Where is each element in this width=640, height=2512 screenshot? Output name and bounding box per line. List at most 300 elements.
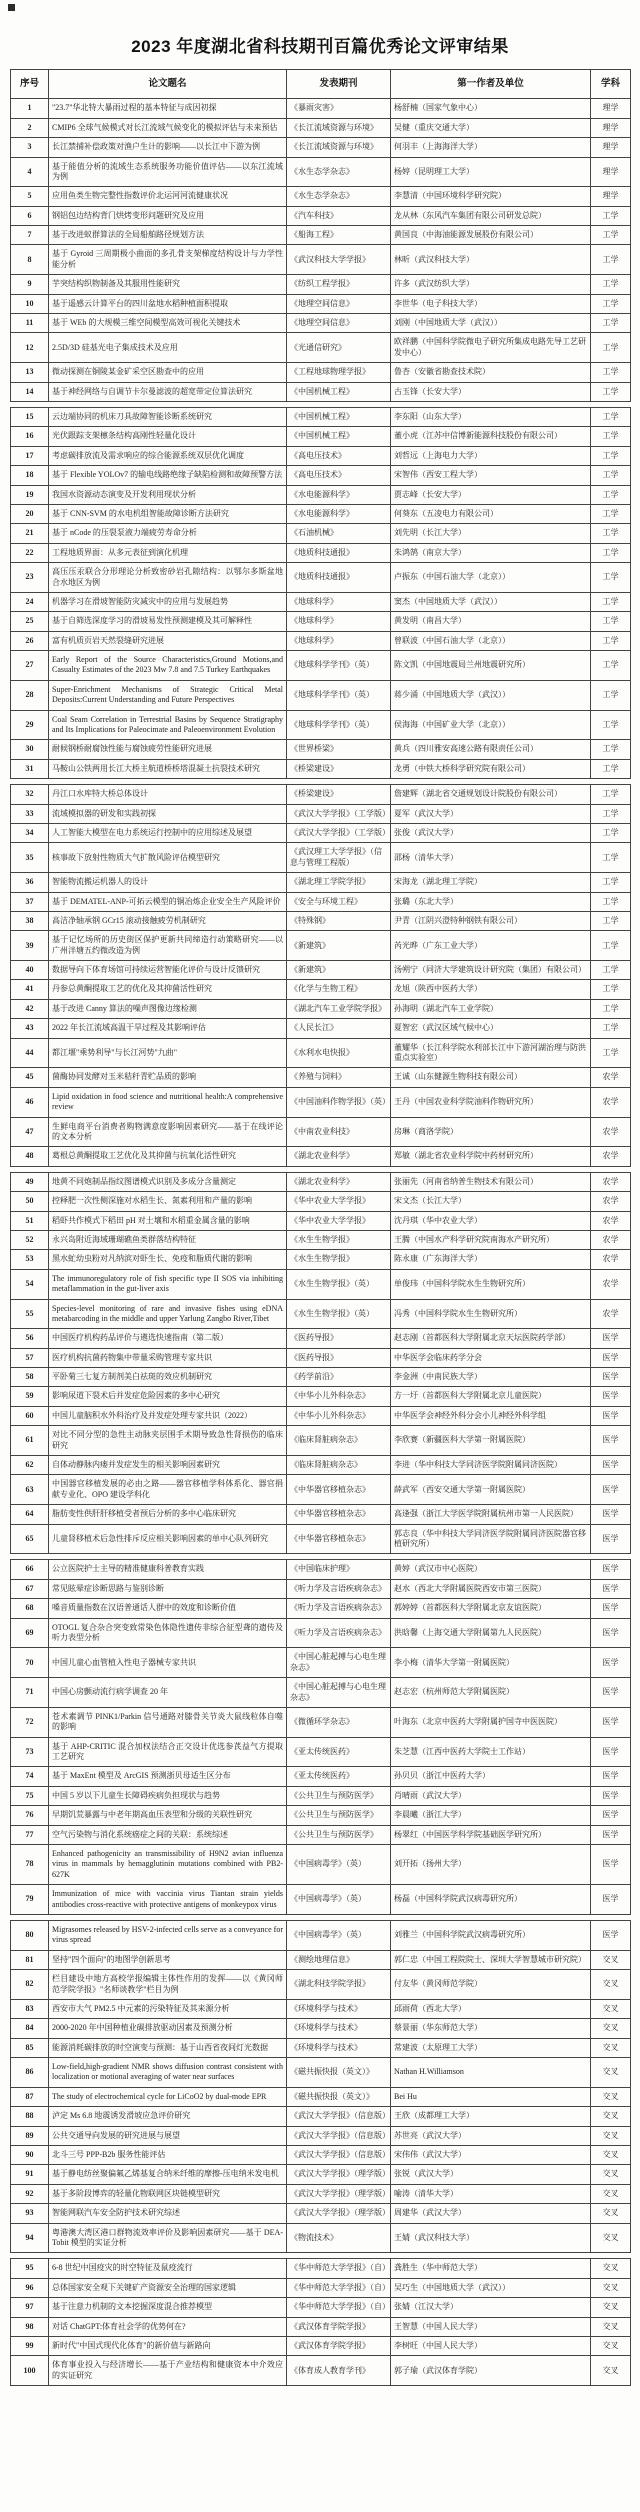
cell-author-affiliation: 杨舒楠（国家气象中心） — [391, 99, 591, 118]
cell-journal: 《临床肾脏病杂志》 — [287, 1456, 391, 1475]
table-row — [11, 1707, 631, 1737]
cell-paper-title: 中国 5 岁以下儿童生长障碍疾病负担现状与趋势 — [49, 1786, 287, 1805]
cell-journal: 《水生态学杂志》 — [287, 187, 391, 206]
cell-index: 53 — [11, 1250, 49, 1269]
cell-author-affiliation: 古玉锋（长安大学） — [391, 382, 591, 401]
cell-author-affiliation: 王诚（山东健源生物科技有限公司） — [391, 1068, 591, 1087]
cell-author-affiliation: 王欣（成都理工大学） — [391, 2107, 591, 2126]
cell-journal: 《中华器官移植杂志》 — [287, 1524, 391, 1554]
cell-paper-title: 生鲜电商平台消费者购物满意度影响因素研究——基于在线评论的文本分析 — [49, 1117, 287, 1147]
cell-paper-title: The immunoregulatory role of fish specific type II SOS via inhibiting metaflammation in the gut-liver axis — [49, 1269, 287, 1299]
cell-field: 农学 — [591, 1230, 631, 1249]
cell-paper-title: 影响尿道下裂术后并发症危险因素的多中心研究 — [49, 1387, 287, 1406]
cell-author-affiliation: 赵志宏（杭州师范大学附属医院） — [391, 1678, 591, 1708]
cell-index: 31 — [11, 759, 49, 778]
cell-index: 46 — [11, 1087, 49, 1117]
cell-author-affiliation: 陈永康（广东海洋大学） — [391, 1250, 591, 1269]
table-row — [11, 1579, 631, 1598]
col-header-author: 第一作者及单位 — [391, 70, 591, 99]
cell-author-affiliation: 杨磊（中国科学院武汉病毒研究所） — [391, 1885, 591, 1915]
cell-index: 39 — [11, 931, 49, 961]
cell-journal: 《医药导报》 — [287, 1329, 391, 1348]
table-row — [11, 1211, 631, 1230]
cell-paper-title: OTOGL 复合杂合突变致常染色体隐性遗传非综合征型聋的遗传及听力表型分析 — [49, 1618, 287, 1648]
cell-paper-title: 基于 Flexible YOLOv7 的输电线路绝缘子缺陷检测和故障预警方法 — [49, 466, 287, 485]
table-row — [11, 1019, 631, 1038]
cell-author-affiliation: 王腾（中国水产科学研究院南海水产研究所） — [391, 1230, 591, 1249]
cell-paper-title: 马鞍山公铁两用长江大桥主航道桥桥塔混凝土抗裂技术研究 — [49, 759, 287, 778]
cell-index: 55 — [11, 1299, 49, 1329]
cell-paper-title: The study of electrochemical cycle for LiCoO2 by dual-mode EPR — [49, 2087, 287, 2106]
cell-paper-title: 基于 AHP-CRITIC 混合加权法结合正交设计优选参芪益气方提取工艺研究 — [49, 1737, 287, 1767]
cell-index: 42 — [11, 999, 49, 1018]
table-row — [11, 1475, 631, 1505]
cell-author-affiliation: 欧祥鹏（中国科学院微电子研究所集成电路先导工艺研发中心） — [391, 333, 591, 363]
cell-journal: 《地球科学学刊》（英） — [287, 680, 391, 710]
cell-author-affiliation: 苏世亮（武汉大学） — [391, 2126, 591, 2145]
cell-index: 22 — [11, 543, 49, 562]
cell-field: 医学 — [591, 1426, 631, 1456]
cell-index: 50 — [11, 1192, 49, 1211]
cell-index: 79 — [11, 1885, 49, 1915]
table-row — [11, 1678, 631, 1708]
col-header-index: 序号 — [11, 70, 49, 99]
col-header-field: 学科 — [591, 70, 631, 99]
cell-journal: 《人民长江》 — [287, 1019, 391, 1038]
cell-field: 医学 — [591, 1806, 631, 1825]
table-row — [11, 1767, 631, 1786]
table-row — [11, 2223, 631, 2253]
cell-author-affiliation: 宋伟伟（武汉大学） — [391, 2146, 591, 2165]
cell-journal: 《武汉体育学院学报》 — [287, 2317, 391, 2336]
table-row — [11, 1068, 631, 1087]
cell-journal: 《光通信研究》 — [287, 333, 391, 363]
cell-paper-title: 中国儿童脑积水外科治疗及并发症处理专家共识（2022） — [49, 1406, 287, 1425]
table-row — [11, 2317, 631, 2336]
cell-field: 交叉 — [591, 2223, 631, 2253]
table-row — [11, 1172, 631, 1191]
cell-field: 交叉 — [591, 2298, 631, 2317]
cell-field: 理学 — [591, 118, 631, 137]
table-row — [11, 1368, 631, 1387]
cell-field: 工学 — [591, 759, 631, 778]
cell-field: 工学 — [591, 980, 631, 999]
cell-index: 28 — [11, 680, 49, 710]
table-row — [11, 710, 631, 740]
cell-journal: 《地质科技通报》 — [287, 543, 391, 562]
cell-paper-title: 对话 ChatGPT:体育社会学的优势何在? — [49, 2317, 287, 2336]
cell-index: 17 — [11, 446, 49, 465]
cell-paper-title: 基于 MaxEnt 模型及 ArcGIS 预测浙贝母适生区分布 — [49, 1767, 287, 1786]
cell-index: 62 — [11, 1456, 49, 1475]
cell-author-affiliation: 何羽丰（上海海洋大学） — [391, 138, 591, 157]
cell-author-affiliation: 张婧（江汉大学） — [391, 2298, 591, 2317]
cell-journal: 《中国机械工程》 — [287, 382, 391, 401]
cell-author-affiliation: 周建华（武汉大学） — [391, 2204, 591, 2223]
table-row — [11, 2184, 631, 2203]
cell-field: 医学 — [591, 1348, 631, 1367]
cell-field: 医学 — [591, 1406, 631, 1425]
table-row — [11, 563, 631, 593]
cell-index: 87 — [11, 2087, 49, 2106]
cell-journal: 《工程地球物理学报》 — [287, 363, 391, 382]
cell-field: 工学 — [591, 206, 631, 225]
cell-paper-title: 考虑碳排放流及需求响应的综合能源系统双层优化调度 — [49, 446, 287, 465]
cell-index: 13 — [11, 363, 49, 382]
cell-journal: 《中南农业科技》 — [287, 1117, 391, 1147]
cell-index: 26 — [11, 631, 49, 650]
cell-author-affiliation: 沈丹琪（华中农业大学） — [391, 1211, 591, 1230]
cell-index: 76 — [11, 1806, 49, 1825]
cell-journal: 《地理空间信息》 — [287, 314, 391, 333]
cell-author-affiliation: Bei Hu — [391, 2087, 591, 2106]
table-row — [11, 1147, 631, 1166]
cell-journal: 《公共卫生与预防医学》 — [287, 1806, 391, 1825]
cell-paper-title: 基于 WEb 的大规模三维空间模型高效可视化关键技术 — [49, 314, 287, 333]
cell-index: 100 — [11, 2356, 49, 2386]
table-row — [11, 485, 631, 504]
cell-paper-title: 中国器官移植发展的必由之路——器官移植学科体系化、器官捐献专业化、OPO 建设学科化 — [49, 1475, 287, 1505]
cell-index: 32 — [11, 785, 49, 804]
cell-index: 60 — [11, 1406, 49, 1425]
cell-field: 医学 — [591, 1845, 631, 1885]
cell-index: 70 — [11, 1648, 49, 1678]
cell-field: 工学 — [591, 823, 631, 842]
cell-journal: 《水生生物学报》 — [287, 1250, 391, 1269]
cell-paper-title: 中国医疗机构药品评价与遴选快速指南（第二版） — [49, 1329, 287, 1348]
cell-author-affiliation: 李进（华中科技大学同济医学院附属同济医院） — [391, 1456, 591, 1475]
cell-author-affiliation: 龙从林（东风汽车集团有限公司研发总院） — [391, 206, 591, 225]
table-row — [11, 1087, 631, 1117]
cell-journal: 《物流技术》 — [287, 2223, 391, 2253]
table-row — [11, 363, 631, 382]
cell-index: 56 — [11, 1329, 49, 1348]
cell-journal: 《武汉大学学报》（理学版） — [287, 2204, 391, 2223]
cell-author-affiliation: 李欣赛（新疆医科大学第一附属医院） — [391, 1426, 591, 1456]
cell-journal: 《地球科学》 — [287, 592, 391, 611]
cell-author-affiliation: 刘雅兰（中国科学院武汉病毒研究所） — [391, 1920, 591, 1950]
cell-journal: 《长江流域资源与环境》 — [287, 138, 391, 157]
cell-author-affiliation: 李慧清（中国环境科学研究院） — [391, 187, 591, 206]
cell-index: 68 — [11, 1599, 49, 1618]
cell-field: 工学 — [591, 363, 631, 382]
cell-author-affiliation: 李东阳（山东大学） — [391, 407, 591, 426]
cell-author-affiliation: 夏智宏（武汉区域气候中心） — [391, 1019, 591, 1038]
cell-index: 9 — [11, 275, 49, 294]
cell-paper-title: 高压压汞联合分形理论分析致密砂岩孔隙结构：以鄂尔多斯盆地合水地区为例 — [49, 563, 287, 593]
cell-paper-title: 云边端协同的机床刀具故障智能诊断系统研究 — [49, 407, 287, 426]
table-row — [11, 99, 631, 118]
cell-author-affiliation: 尹青（江阴兴澄特种钢铁有限公司） — [391, 911, 591, 930]
cell-paper-title: 2000-2020 年中国种植业碳排放驱动因素及预测分析 — [49, 2019, 287, 2038]
cell-index: 58 — [11, 1368, 49, 1387]
cell-author-affiliation: 董小虎（江苏中信博新能源科技股份有限公司） — [391, 427, 591, 446]
cell-paper-title: 基于静电纺丝聚偏氟乙烯基复合纳米纤维的摩擦-压电纳米发电机 — [49, 2165, 287, 2184]
table-row — [11, 2298, 631, 2317]
cell-journal: 《中国心脏起搏与心电生理杂志》 — [287, 1678, 391, 1708]
table-row — [11, 1845, 631, 1885]
cell-index: 29 — [11, 710, 49, 740]
cell-author-affiliation: 龙勇（中铁大桥科学研究院有限公司） — [391, 759, 591, 778]
cell-author-affiliation: 曾联波（中国石油大学（北京）） — [391, 631, 591, 650]
cell-author-affiliation: 张丽先（河南省纳普生物技术有限公司） — [391, 1172, 591, 1191]
cell-paper-title: 高洁净轴承钢 GCr15 滚动接触疲劳机制研究 — [49, 911, 287, 930]
table-row — [11, 1426, 631, 1456]
table-row — [11, 187, 631, 206]
table-row — [11, 294, 631, 313]
cell-index: 1 — [11, 99, 49, 118]
cell-author-affiliation: 董耀华（长江科学院水利部长江中下游河湖治理与防洪重点实验室） — [391, 1038, 591, 1068]
cell-field: 工学 — [591, 911, 631, 930]
table-row — [11, 612, 631, 631]
cell-author-affiliation: Nathan H.Williamson — [391, 2058, 591, 2088]
cell-paper-title: 常见眩晕症诊断思路与鉴别诊断 — [49, 1579, 287, 1598]
cell-index: 84 — [11, 2019, 49, 2038]
cell-index: 44 — [11, 1038, 49, 1068]
cell-index: 73 — [11, 1737, 49, 1767]
table-row — [11, 2165, 631, 2184]
cell-paper-title: 智能物流搬运机器人的设计 — [49, 873, 287, 892]
table-row — [11, 157, 631, 187]
cell-index: 41 — [11, 980, 49, 999]
cell-field: 医学 — [591, 1767, 631, 1786]
cell-paper-title: CMIP6 全球气候模式对长江流域气候变化的模拟评估与未来预估 — [49, 118, 287, 137]
cell-paper-title: 基于记忆场所的历史街区保护更新共同缔造行动策略研究——以广州泮塘五约微改造为例 — [49, 931, 287, 961]
table-row — [11, 314, 631, 333]
table-row — [11, 1825, 631, 1844]
cell-author-affiliation: 王智慧（中国人民大学） — [391, 2317, 591, 2336]
cell-field: 工学 — [591, 427, 631, 446]
cell-journal: 《中国临床护理》 — [287, 1560, 391, 1579]
cell-index: 34 — [11, 823, 49, 842]
cell-index: 40 — [11, 961, 49, 980]
cell-index: 74 — [11, 1767, 49, 1786]
cell-index: 93 — [11, 2204, 49, 2223]
cell-paper-title: 富有机质页岩天然裂缝研究进展 — [49, 631, 287, 650]
cell-index: 3 — [11, 138, 49, 157]
table-row — [11, 427, 631, 446]
cell-paper-title: 我国水资源动态演变及开发利用现状分析 — [49, 485, 287, 504]
cell-author-affiliation: 侯海海（中国矿业大学（北京）） — [391, 710, 591, 740]
table-row — [11, 785, 631, 804]
cell-author-affiliation: 郭仁忠（中国工程院院士、深圳大学智慧城市研究院） — [391, 1950, 591, 1969]
cell-author-affiliation: 鲁杏（安徽省勘查技术院） — [391, 363, 591, 382]
cell-field: 医学 — [591, 1387, 631, 1406]
cell-author-affiliation: 吴健（重庆交通大学） — [391, 118, 591, 137]
cell-paper-title: 地黄不同炮制品指纹图谱模式识别及多成分含量测定 — [49, 1172, 287, 1191]
cell-author-affiliation: 龚胜生（华中师范大学） — [391, 2259, 591, 2278]
cell-journal: 《武汉大学学报》（信息版） — [287, 2146, 391, 2165]
cell-author-affiliation: 肖晴雨（武汉大学） — [391, 1786, 591, 1805]
cell-index: 27 — [11, 651, 49, 681]
cell-journal: 《中国油料作物学报》（英） — [287, 1087, 391, 1117]
table-row — [11, 2356, 631, 2386]
cell-author-affiliation: 杨翠红（中国医学科学院基础医学研究所） — [391, 1825, 591, 1844]
cell-field: 工学 — [591, 999, 631, 1018]
cell-field: 交叉 — [591, 2165, 631, 2184]
cell-paper-title: 能源消耗碳排放的时空演变与预测：基于山西省夜间灯光数据 — [49, 2038, 287, 2057]
cell-author-affiliation: 张俊（武汉大学） — [391, 823, 591, 842]
cell-paper-title: 北斗三号 PPP-B2b 服务性能评估 — [49, 2146, 287, 2165]
table-row — [11, 931, 631, 961]
cell-field: 工学 — [591, 592, 631, 611]
cell-field: 理学 — [591, 138, 631, 157]
cell-author-affiliation: 黄兵（四川雅安高速公路有限责任公司） — [391, 740, 591, 759]
cell-paper-title: Early Report of the Source Characteristics,Ground Motions,and Casualty Estimates of the 2023 Mw 7.8 and 7.5 Turkey Earthquakes — [49, 651, 287, 681]
cell-index: 36 — [11, 873, 49, 892]
cell-index: 51 — [11, 1211, 49, 1230]
table-row — [11, 651, 631, 681]
cell-journal: 《地球科学学刊》（英） — [287, 651, 391, 681]
table-row — [11, 275, 631, 294]
table-row — [11, 206, 631, 225]
cell-journal: 《高电压技术》 — [287, 446, 391, 465]
table-row — [11, 1387, 631, 1406]
cell-author-affiliation: 李小梅（清华大学第一附属医院） — [391, 1648, 591, 1678]
cell-author-affiliation: 李树旺（中国人民大学） — [391, 2336, 591, 2355]
cell-field: 交叉 — [591, 2317, 631, 2336]
table-row — [11, 1348, 631, 1367]
cell-journal: 《中华小儿外科杂志》 — [287, 1387, 391, 1406]
cell-author-affiliation: 许多（武汉纺织大学） — [391, 275, 591, 294]
cell-journal: 《湖北农业科学》 — [287, 1147, 391, 1166]
cell-journal: 《环境科学与技术》 — [287, 2019, 391, 2038]
cell-journal: 《特殊钢》 — [287, 911, 391, 930]
cell-journal: 《水利水电快报》 — [287, 1038, 391, 1068]
cell-journal: 《公共卫生与预防医学》 — [287, 1825, 391, 1844]
table-row — [11, 873, 631, 892]
cell-author-affiliation: 宋海龙（湖北理工学院） — [391, 873, 591, 892]
cell-field: 医学 — [591, 1475, 631, 1505]
cell-field: 医学 — [591, 1368, 631, 1387]
cell-journal: 《测绘地理信息》 — [287, 1950, 391, 1969]
cell-author-affiliation: 李晨曦（浙江大学） — [391, 1806, 591, 1825]
cell-paper-title: 基于神经网络与自调节卡尔曼滤波的超宽带定位算法研究 — [49, 382, 287, 401]
cell-journal: 《水电能源科学》 — [287, 485, 391, 504]
cell-journal: 《磁共振快报（英文）》 — [287, 2058, 391, 2088]
cell-journal: 《武汉大学学报》（工学版） — [287, 823, 391, 842]
cell-paper-title: 自体动静脉内瘘并发症发生的相关影响因素研究 — [49, 1456, 287, 1475]
cell-journal: 《武汉大学学报》（理学版） — [287, 2184, 391, 2203]
cell-author-affiliation: 窦杰（中国地质大学（武汉）） — [391, 592, 591, 611]
table-row — [11, 804, 631, 823]
cell-paper-title: 基于注意力机制的文本挖掘深度混合推荐模型 — [49, 2298, 287, 2317]
page-title: 2023 年度湖北省科技期刊百篇优秀论文评审结果 — [131, 37, 509, 56]
cell-author-affiliation: 孙贝贝（浙江中医药大学） — [391, 1767, 591, 1786]
cell-index: 86 — [11, 2058, 49, 2088]
cell-field: 工学 — [591, 333, 631, 363]
cell-field: 理学 — [591, 157, 631, 187]
cell-paper-title: 基于多阶段博弈的轻量化物联网区块链模型研究 — [49, 2184, 287, 2203]
table-row — [11, 1524, 631, 1554]
table-row — [11, 843, 631, 873]
cell-field: 医学 — [591, 1825, 631, 1844]
cell-index: 8 — [11, 245, 49, 275]
cell-author-affiliation: 李金洲（中南民族大学） — [391, 1368, 591, 1387]
cell-index: 59 — [11, 1387, 49, 1406]
cell-field: 交叉 — [591, 2278, 631, 2297]
cell-paper-title: 体育事业投入与经济增长——基于产业结构和健康资本中介效应的实证研究 — [49, 2356, 287, 2386]
cell-paper-title: 泸定 Ms 6.8 地震诱发滑坡应急评价研究 — [49, 2107, 287, 2126]
cell-author-affiliation: 张璐（东北大学） — [391, 892, 591, 911]
cell-author-affiliation: 龙旭（陕西中医药大学） — [391, 980, 591, 999]
cell-author-affiliation: 薛武军（西安交通大学第一附属医院） — [391, 1475, 591, 1505]
cell-paper-title: 总体国家安全观下关键矿产资源安全治理的国家逻辑 — [49, 2278, 287, 2297]
cell-index: 12 — [11, 333, 49, 363]
cell-journal: 《高电压技术》 — [287, 466, 391, 485]
cell-field: 工学 — [591, 873, 631, 892]
table-row — [11, 631, 631, 650]
cell-field: 交叉 — [591, 2336, 631, 2355]
cell-paper-title: 6-8 世纪中国疫灾的时空特征及鼠疫流行 — [49, 2259, 287, 2278]
cell-paper-title: 2022 年长江流域高温干旱过程及其影响评估 — [49, 1019, 287, 1038]
cell-field: 交叉 — [591, 1970, 631, 2000]
table-row — [11, 1560, 631, 1579]
cell-index: 57 — [11, 1348, 49, 1367]
cell-index: 92 — [11, 2184, 49, 2203]
cell-paper-title: 基于 DEMATEL-ANP-可拓云模型的铜冶炼企业安全生产风险评价 — [49, 892, 287, 911]
cell-index: 18 — [11, 466, 49, 485]
cell-journal: 《临床肾脏病杂志》 — [287, 1426, 391, 1456]
table-row — [11, 1920, 631, 1950]
cell-index: 23 — [11, 563, 49, 593]
table-row — [11, 2126, 631, 2145]
cell-paper-title: 西安市大气 PM2.5 中元素的污染特征及其来源分析 — [49, 1999, 287, 2018]
cell-author-affiliation: 邵杨（清华大学） — [391, 843, 591, 873]
cell-field: 医学 — [591, 1618, 631, 1648]
cell-index: 66 — [11, 1560, 49, 1579]
cell-author-affiliation: 赵志刚（首都医科大学附属北京天坛医院药学部） — [391, 1329, 591, 1348]
header-row — [11, 70, 631, 99]
cell-journal: 《中国病毒学》（英） — [287, 1885, 391, 1915]
cell-journal: 《世界桥梁》 — [287, 740, 391, 759]
cell-paper-title: 粤港澳大湾区港口群物流效率评价及影响因素研究——基于 DEA-Tobit 模型的实证分析 — [49, 2223, 287, 2253]
cell-index: 91 — [11, 2165, 49, 2184]
cell-journal: 《武汉科技大学学报》 — [287, 245, 391, 275]
cell-journal: 《华中师范大学学报》（自） — [287, 2298, 391, 2317]
cell-paper-title: 耐候钢桥耐腐蚀性能与腐蚀疲劳性能研究进展 — [49, 740, 287, 759]
cell-field: 工学 — [591, 524, 631, 543]
cell-index: 52 — [11, 1230, 49, 1249]
cell-journal: 《华中农业大学学报》 — [287, 1211, 391, 1230]
cell-paper-title: 机器学习在滑坡智能防灾减灾中的应用与发展趋势 — [49, 592, 287, 611]
cell-field: 交叉 — [591, 2107, 631, 2126]
cell-field: 交叉 — [591, 2087, 631, 2106]
cell-journal: 《地理空间信息》 — [287, 294, 391, 313]
cell-paper-title: 芋突结构织物制备及其服用性能研究 — [49, 275, 287, 294]
cell-author-affiliation: 刘先明（长江大学） — [391, 524, 591, 543]
cell-field: 工学 — [591, 245, 631, 275]
table-row — [11, 1950, 631, 1969]
cell-author-affiliation: 黄发明（南昌大学） — [391, 612, 591, 631]
table-row — [11, 2146, 631, 2165]
cell-field: 工学 — [591, 612, 631, 631]
table-row — [11, 1456, 631, 1475]
cell-author-affiliation: 房琳（商洛学院） — [391, 1117, 591, 1147]
cell-index: 48 — [11, 1147, 49, 1166]
cell-journal: 《暴雨灾害》 — [287, 99, 391, 118]
cell-field: 工学 — [591, 631, 631, 650]
cell-paper-title: 坚持"四个面向"的地图学创新思考 — [49, 1950, 287, 1969]
cell-author-affiliation: 蔡景丽（华东师范大学） — [391, 2019, 591, 2038]
cell-paper-title: 丹参总黄酮提取工艺的优化及其抑菌活性研究 — [49, 980, 287, 999]
cell-field: 农学 — [591, 1117, 631, 1147]
cell-journal: 《地球科学》 — [287, 612, 391, 631]
cell-paper-title: 菌酶协同发酵对玉米秸秆青贮品质的影响 — [49, 1068, 287, 1087]
cell-field: 工学 — [591, 504, 631, 523]
cell-author-affiliation: 何葵东（五凌电力有限公司） — [391, 504, 591, 523]
table-row — [11, 1299, 631, 1329]
